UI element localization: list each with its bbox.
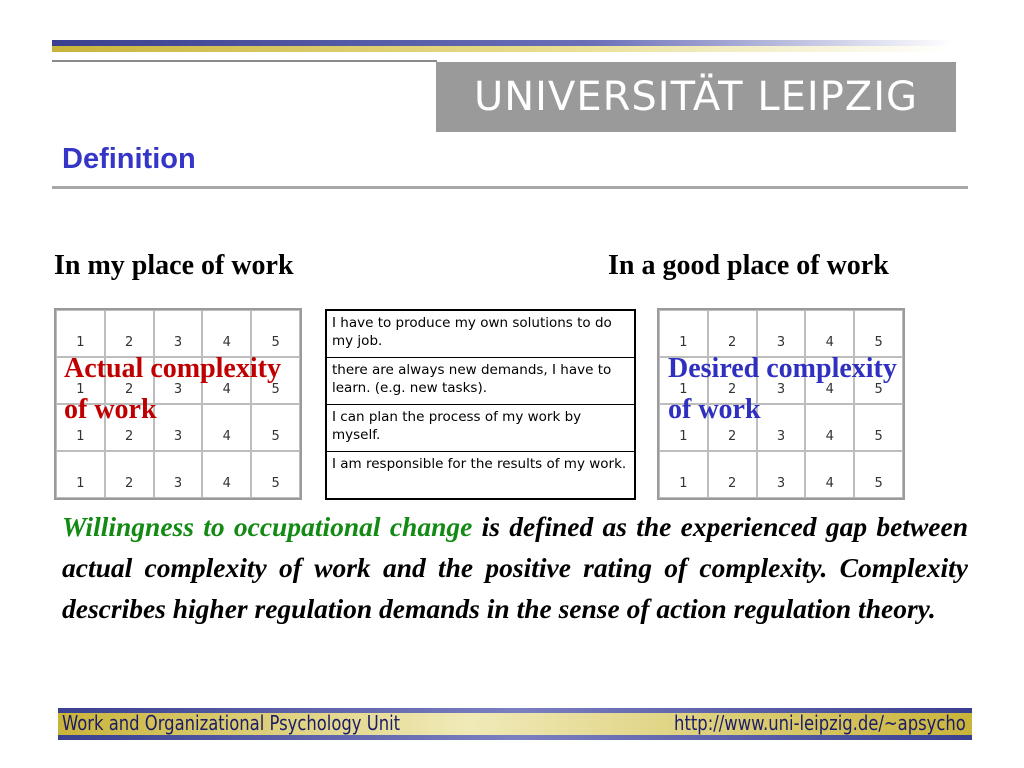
title-rule <box>52 186 968 189</box>
definition-highlight: Willingness to occupational change <box>62 511 473 542</box>
desired-scale-cell: 2 <box>708 357 757 404</box>
actual-scale-cell: 3 <box>154 451 203 498</box>
item-text: I have to produce my own solutions to do my job. <box>326 310 635 358</box>
actual-scale-cell: 1 <box>56 357 105 404</box>
actual-scale-cell: 4 <box>202 357 251 404</box>
actual-scale-cell: 2 <box>105 357 154 404</box>
actual-scale-cell: 5 <box>251 451 300 498</box>
desired-scale-cell: 1 <box>659 404 708 451</box>
desired-scale-cell: 1 <box>659 310 708 357</box>
desired-scale-cell: 5 <box>854 451 903 498</box>
desired-scale-cell: 3 <box>757 357 806 404</box>
university-logo <box>436 62 956 132</box>
actual-complexity-label: Actual complexity of work <box>64 353 281 425</box>
actual-scale-cell: 2 <box>105 310 154 357</box>
scale-row <box>56 451 300 498</box>
item-row <box>326 358 635 405</box>
logo-text: UNIVERSITÄT LEIPZIG <box>473 74 919 120</box>
footer-unit-name: Work and Organizational Psychology Unit <box>62 711 401 735</box>
desired-complexity-label: Desired complexity of work <box>668 353 897 425</box>
item-row <box>326 405 635 452</box>
actual-scale-cell: 5 <box>251 310 300 357</box>
header-stripe-gold <box>52 46 952 52</box>
actual-scale-cell: 5 <box>251 357 300 404</box>
heading-my-place: In my place of work <box>54 250 294 281</box>
definition-text: is defined as the experienced gap between actual complexity of work and the positive rating of complexity. Complexity describes higher regulation demands in the sense of action regulation theory. <box>62 511 968 624</box>
desired-scale-cell: 3 <box>757 310 806 357</box>
heading-good-place: In a good place of work <box>608 250 889 281</box>
footer-stripe-bottom <box>58 735 972 740</box>
definition-paragraph <box>62 506 968 629</box>
actual-scale-cell: 5 <box>251 404 300 451</box>
desired-scale-cell: 5 <box>854 310 903 357</box>
actual-scale-cell: 4 <box>202 451 251 498</box>
desired-scale-cell: 5 <box>854 357 903 404</box>
actual-scale-cell: 3 <box>154 310 203 357</box>
desired-scale-cell: 2 <box>708 451 757 498</box>
actual-scale-cell: 3 <box>154 404 203 451</box>
item-row <box>326 310 635 358</box>
desired-scale-cell: 4 <box>805 451 854 498</box>
actual-scale-cell: 1 <box>56 404 105 451</box>
desired-scale-cell: 3 <box>757 404 806 451</box>
scale-row <box>659 451 903 498</box>
actual-scale-cell: 1 <box>56 451 105 498</box>
item-text: I am responsible for the results of my work. <box>326 452 635 500</box>
footer-url: http://www.uni-leipzig.de/~apsycho <box>674 711 966 735</box>
desired-scale-cell: 3 <box>757 451 806 498</box>
item-row <box>326 452 635 500</box>
desired-scale-cell: 1 <box>659 451 708 498</box>
actual-scale-cell: 3 <box>154 357 203 404</box>
desired-scale-cell: 1 <box>659 357 708 404</box>
actual-scale-cell: 1 <box>56 310 105 357</box>
actual-scale-cell: 4 <box>202 310 251 357</box>
header-rule <box>52 60 437 62</box>
desired-scale-cell: 4 <box>805 310 854 357</box>
desired-scale-cell: 4 <box>805 357 854 404</box>
actual-scale-cell: 2 <box>105 404 154 451</box>
slide-title: Definition <box>62 143 196 175</box>
desired-scale-cell: 2 <box>708 404 757 451</box>
actual-scale-cell: 2 <box>105 451 154 498</box>
desired-scale-cell: 4 <box>805 404 854 451</box>
item-text: there are always new demands, I have to learn. (e.g. new tasks). <box>326 358 635 405</box>
actual-scale-cell: 4 <box>202 404 251 451</box>
item-text: I can plan the process of my work by myself. <box>326 405 635 452</box>
desired-scale-cell: 5 <box>854 404 903 451</box>
items-table <box>325 309 636 500</box>
desired-scale-cell: 2 <box>708 310 757 357</box>
